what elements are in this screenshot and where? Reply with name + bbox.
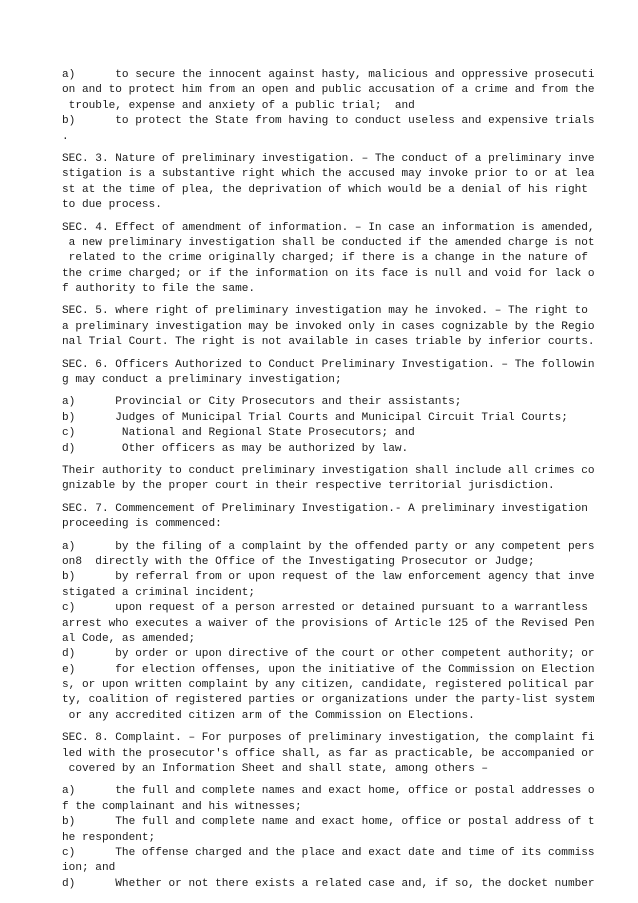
text-line: c) The offense charged and the place and exact date and time of its commiss [62, 846, 595, 859]
text-line: led with the prosecutor's office shall, as far as practicable, be accompanied or [62, 747, 595, 760]
text-line: a new preliminary investigation shall be conducted if the amended charge is not [62, 236, 595, 249]
text-line: arrest who executes a waiver of the provisions of Article 125 of the Revised Pen [62, 617, 595, 630]
text-line: SEC. 6. Officers Authorized to Conduct Preliminary Investigation. – The followin [62, 358, 595, 371]
text-line: a) the full and complete names and exact home, office or postal addresses o [62, 785, 595, 798]
text-line: s, or upon written complaint by any citizen, candidate, registered political par [62, 679, 595, 692]
text-line: to due process. [62, 199, 162, 212]
text-line: e) for election offenses, upon the initiative of the Commission on Election [62, 663, 595, 676]
paragraph [62, 540, 595, 725]
text-line: SEC. 8. Complaint. – For purposes of preliminary investigation, the complaint fi [62, 732, 595, 745]
text-line: d) by order or upon directive of the court or other competent authority; or [62, 648, 595, 661]
text-line: c) upon request of a person arrested or detained pursuant to a warrantless [62, 602, 588, 615]
text-line: ty, coalition of registered parties or organizations under the party-list system [62, 694, 595, 707]
text-line: or any accredited citizen arm of the Commission on Elections. [62, 709, 475, 722]
text-line: f authority to file the same. [62, 283, 256, 296]
document-page [62, 68, 595, 892]
paragraph-gap [62, 533, 582, 540]
paragraph-gap [62, 145, 582, 152]
paragraph-gap [62, 495, 582, 502]
text-line: a) by the filing of a complaint by the offended party or any competent pers [62, 540, 595, 553]
text-line: b) The full and complete name and exact home, office or postal address of t [62, 816, 595, 829]
paragraph-gap [62, 777, 582, 784]
text-line: st at the time of plea, the deprivation of which would be a denial of his right [62, 183, 588, 196]
paragraph [62, 68, 595, 145]
text-line: a) to secure the innocent against hasty, malicious and oppressive prosecuti [62, 69, 595, 81]
text-line: ion; and [62, 862, 116, 875]
paragraph [62, 784, 595, 892]
paragraph [62, 358, 595, 389]
text-line: on and to protect him from an open and public accusation of a crime and from the [62, 84, 595, 97]
text-line: d) Other officers as may be authorized by law. [62, 442, 409, 455]
paragraph-gap [62, 297, 582, 304]
paragraph [62, 304, 595, 350]
paragraph-gap [62, 351, 582, 358]
text-line: covered by an Information Sheet and shall state, among others – [62, 763, 489, 776]
text-line: SEC. 5. where right of preliminary investigation may he invoked. – The right to [62, 305, 588, 318]
paragraph-gap [62, 388, 582, 395]
text-line: stigated a criminal incident; [62, 586, 256, 599]
text-line: on8 directly with the Office of the Investigating Prosecutor or Judge; [62, 555, 535, 568]
paragraph [62, 502, 588, 533]
text-line: SEC. 7. Commencement of Preliminary Investigation.- A preliminary investigation [62, 502, 588, 515]
text-line: b) Judges of Municipal Trial Courts and Municipal Circuit Trial Courts; [62, 411, 568, 424]
paragraph [62, 464, 595, 495]
text-line: SEC. 3. Nature of preliminary investigation. – The conduct of a preliminary inve [62, 152, 595, 165]
text-line: a) Provincial or City Prosecutors and their assistants; [62, 396, 462, 409]
text-line: nal Trial Court. The right is not available in cases triable by inferior courts. [62, 336, 595, 349]
paragraph [62, 731, 595, 777]
text-line: proceeding is commenced: [62, 518, 222, 531]
paragraph-gap [62, 457, 582, 464]
text-line: related to the crime originally charged; if there is a change in the nature of [62, 252, 588, 265]
text-line: a preliminary investigation may be invoked only in cases cognizable by the Regio [62, 320, 595, 333]
text-line: f the complainant and his witnesses; [62, 800, 302, 813]
text-line: b) by referral from or upon request of the law enforcement agency that inve [62, 571, 595, 584]
text-line: trouble, expense and anxiety of a public trial; and [62, 99, 415, 112]
text-line: g may conduct a preliminary investigation; [62, 374, 342, 387]
text-line: gnizable by the proper court in their respective territorial jurisdiction. [62, 480, 555, 493]
paragraph-gap [62, 724, 582, 731]
paragraph [62, 221, 595, 298]
text-line: al Code, as amended; [62, 632, 196, 645]
text-line: SEC. 4. Effect of amendment of information. – In case an information is amended, [62, 221, 595, 234]
text-line: d) Whether or not there exists a related case and, if so, the docket number [62, 877, 595, 890]
paragraph [62, 152, 595, 214]
text-line: b) to protect the State from having to conduct useless and expensive trials [62, 115, 595, 128]
text-line: Their authority to conduct preliminary investigation shall include all crimes co [62, 464, 595, 477]
text-line: . [62, 130, 69, 143]
paragraph [62, 395, 582, 457]
text-line: stigation is a substantive right which the accused may invoke prior to or at lea [62, 168, 595, 181]
text-line: c) National and Regional State Prosecutors; and [62, 427, 415, 440]
text-line: the crime charged; or if the information on its face is null and void for lack o [62, 267, 595, 280]
paragraph-gap [62, 214, 582, 221]
text-line: he respondent; [62, 831, 156, 844]
